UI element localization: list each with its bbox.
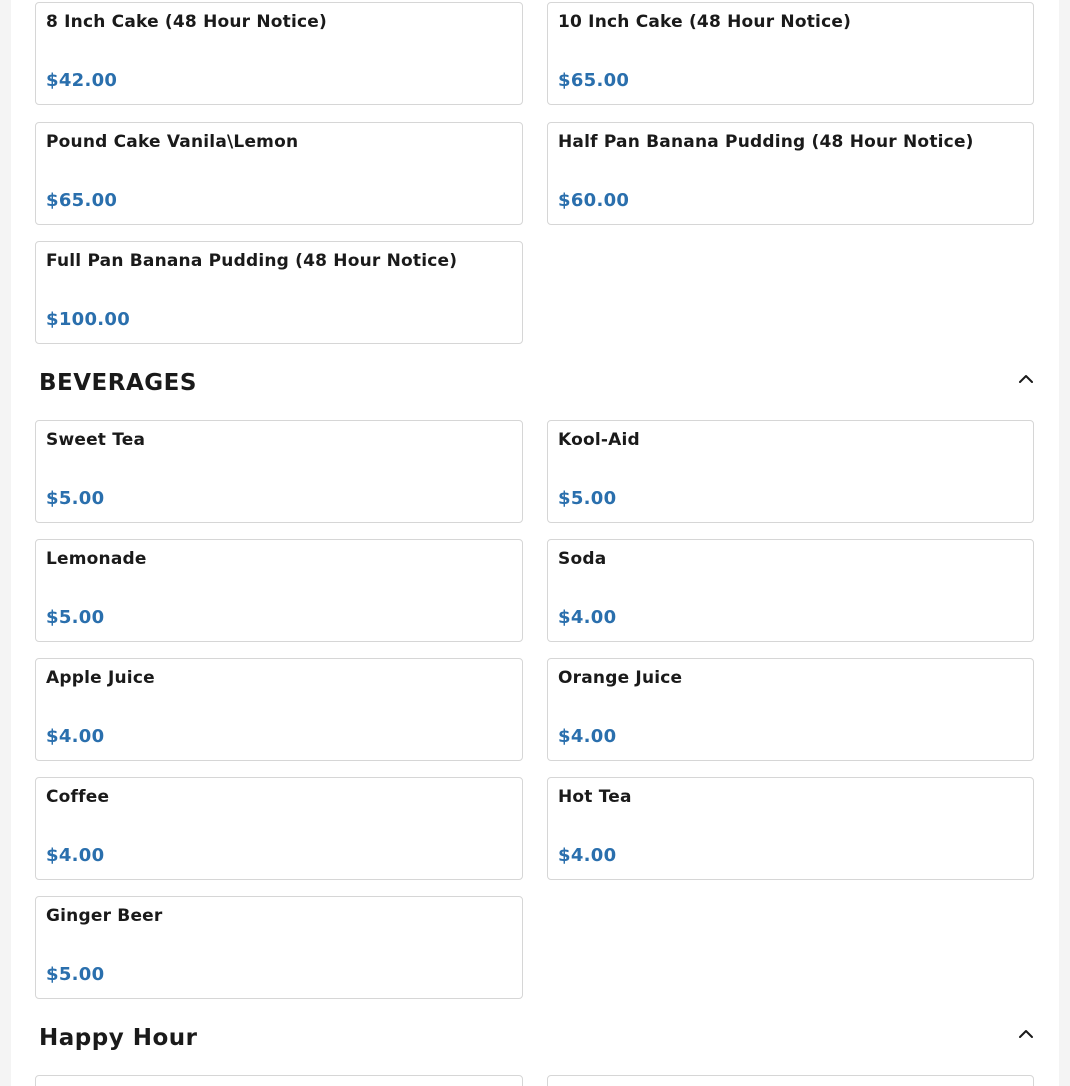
item-name: Lemonade	[46, 549, 147, 569]
menu-item-card[interactable]	[547, 539, 1034, 642]
item-price: $5.00	[558, 488, 617, 509]
menu-item-card[interactable]	[547, 777, 1034, 880]
item-price: $5.00	[46, 607, 105, 628]
item-price: $100.00	[46, 309, 131, 330]
chevron-up-icon[interactable]	[1017, 1025, 1035, 1043]
section-header-happy-hour[interactable]	[39, 1025, 1035, 1065]
menu-item-card[interactable]	[35, 122, 523, 225]
item-price: $65.00	[46, 190, 118, 211]
item-price: $4.00	[46, 845, 105, 866]
item-price: $4.00	[46, 726, 105, 747]
item-name: Coffee	[46, 787, 110, 807]
item-price: $5.00	[46, 488, 105, 509]
menu-item-card[interactable]	[35, 420, 523, 523]
item-price: $42.00	[46, 70, 118, 91]
item-name: Hot Tea	[558, 787, 632, 807]
item-name: 8 Inch Cake (48 Hour Notice)	[46, 12, 328, 32]
menu-item-card[interactable]	[35, 896, 523, 999]
item-name: Soda	[558, 549, 607, 569]
section-title: Happy Hour	[39, 1025, 198, 1051]
menu-item-card[interactable]	[35, 241, 523, 344]
menu-item-card[interactable]	[35, 777, 523, 880]
menu-item-card[interactable]	[547, 122, 1034, 225]
item-name: Kool-Aid	[558, 430, 640, 450]
menu-item-card[interactable]	[547, 1075, 1034, 1086]
item-name: Full Pan Banana Pudding (48 Hour Notice)	[46, 251, 458, 271]
menu-item-card[interactable]	[547, 420, 1034, 523]
item-name: Sweet Tea	[46, 430, 146, 450]
item-price: $5.00	[46, 964, 105, 985]
section-title: BEVERAGES	[39, 370, 197, 396]
item-price: $4.00	[558, 607, 617, 628]
menu-item-card[interactable]	[35, 2, 523, 105]
menu-item-card[interactable]	[35, 658, 523, 761]
item-price: $65.00	[558, 70, 630, 91]
item-name: Ginger Beer	[46, 906, 163, 926]
item-name: 10 Inch Cake (48 Hour Notice)	[558, 12, 852, 32]
item-price: $4.00	[558, 845, 617, 866]
menu-item-card[interactable]	[547, 658, 1034, 761]
chevron-up-icon[interactable]	[1017, 370, 1035, 388]
menu-item-card[interactable]	[35, 1075, 523, 1086]
item-name: Apple Juice	[46, 668, 155, 688]
menu-item-card[interactable]	[547, 2, 1034, 105]
item-name: Orange Juice	[558, 668, 683, 688]
item-price: $4.00	[558, 726, 617, 747]
section-header-beverages[interactable]	[39, 370, 1035, 410]
item-name: Half Pan Banana Pudding (48 Hour Notice)	[558, 132, 974, 152]
item-price: $60.00	[558, 190, 630, 211]
menu-item-card[interactable]	[35, 539, 523, 642]
item-name: Pound Cake Vanila\Lemon	[46, 132, 299, 152]
menu-page	[11, 0, 1059, 1086]
